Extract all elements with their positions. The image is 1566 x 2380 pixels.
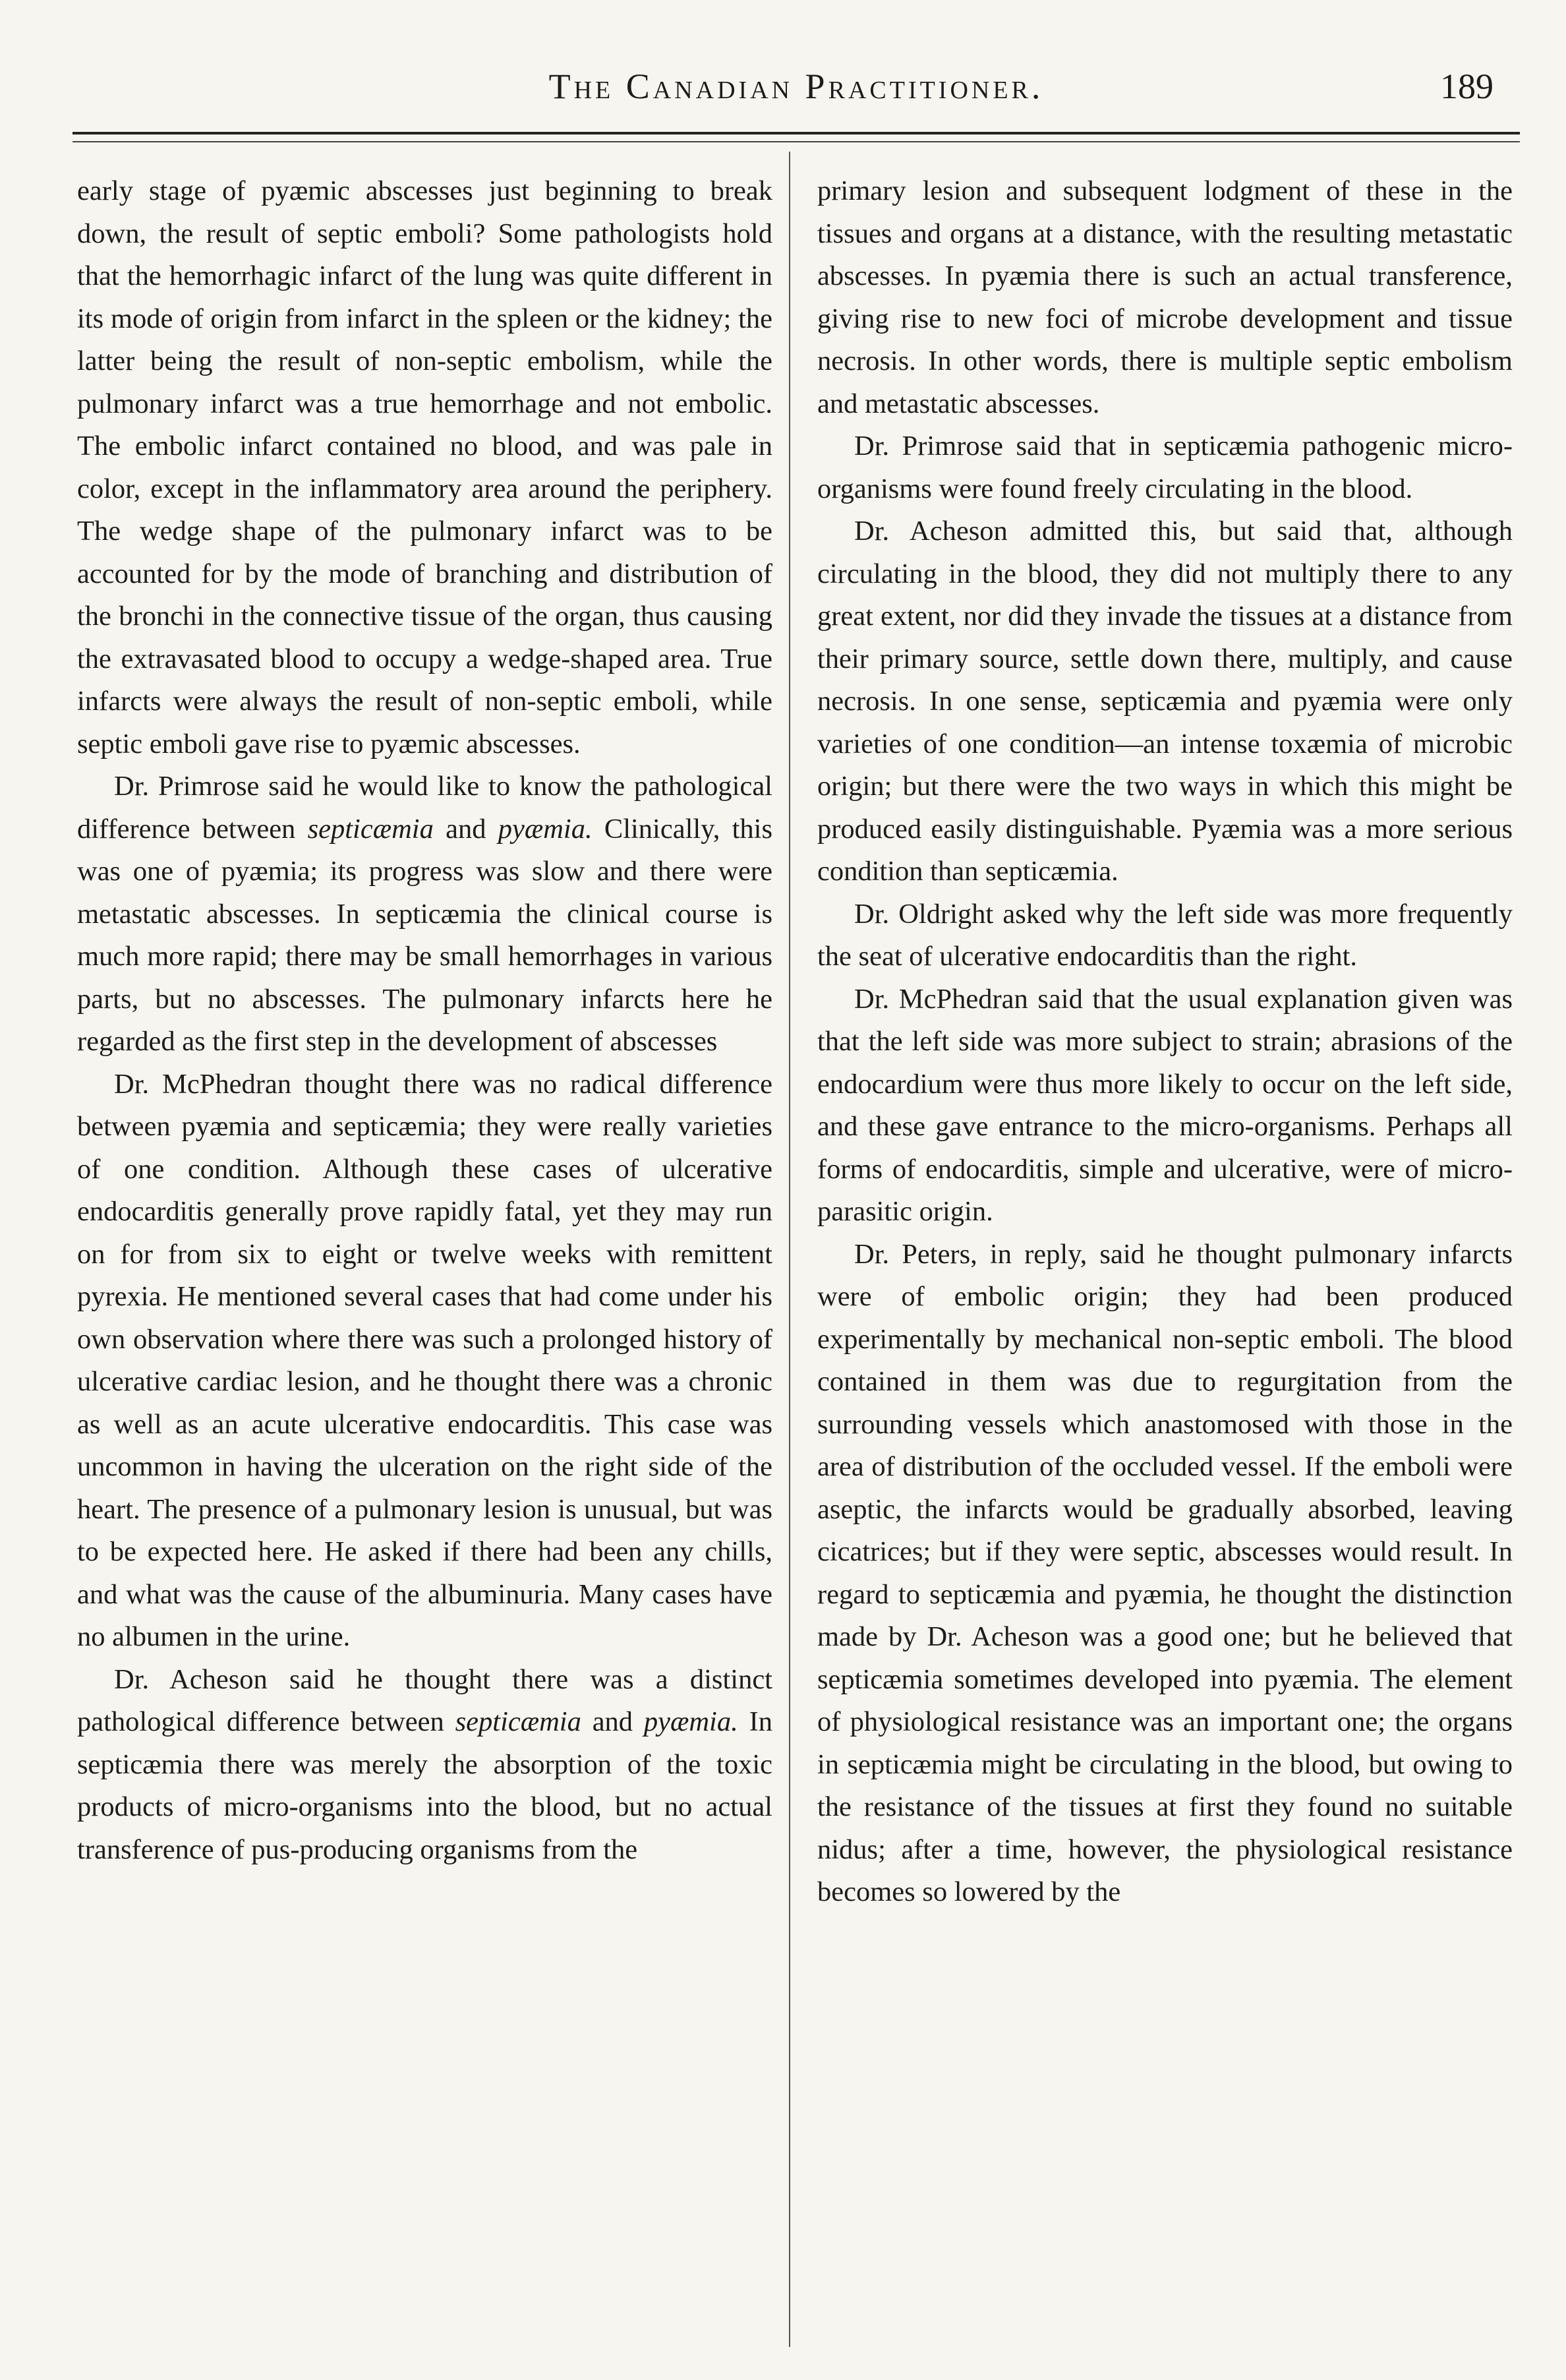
header-rule-thin: [72, 141, 1520, 142]
paragraph: Dr. Acheson admitted this, but said that, although circulating in the blood, they did not multiply there to any great extent, nor did they invade the tissues at a distance from their primary source, settle down there, multiply, and cause necrosis. In one sense, septicæmia and pyæmia were only varieties of one condition—an intense toxæmia of microbic origin; but there were the two ways in which this might be produced easily distinguishable. Pyæmia was a more serious condition than septicæmia.: [817, 516, 1513, 887]
running-title: The Canadian Practitioner.: [548, 67, 1044, 106]
paragraph: Dr. Primrose said that in septicæmia pathogenic micro-organisms were found freely circulating in the blood.: [817, 431, 1513, 504]
paragraph: Dr. McPhedran thought there was no radical difference between pyæmia and septicæmia; they were really varieties of one condition. Although these cases of ulcerative endocarditis generally prove rapidly fatal, yet they may run on for from six to eight or twelve weeks with remittent pyrexia. He mentioned several cases that had come under his own observation where there was such a prolonged history of ulcerative cardiac lesion, and he thought there was a chronic as well as an acute ulcerative endocarditis. This case was uncommon in having the ulceration on the right side of the heart. The presence of a pulmonary lesion is unusual, but was to be expected here. He asked if there had been any chills, and what was the cause of the albuminuria. Many cases have no albumen in the urine.: [77, 1068, 772, 1652]
text-run: and: [433, 813, 498, 845]
italic-term: pyæmia.: [643, 1706, 738, 1737]
paragraph: Dr. Oldright asked why the left side was more frequently the seat of ulcerative endocarditis than the right.: [817, 898, 1513, 972]
text-run: In septicæmia there was merely the absorption of the toxic products of micro-organisms into the blood, but no actual transference of pus-producing organisms from the: [77, 1706, 772, 1865]
page-number: 189: [1440, 67, 1494, 106]
paragraph: [77, 765, 772, 1063]
paragraph: Dr. Peters, in reply, said he thought pulmonary infarcts were of embolic origin; they had been produced experimentally by mechanical non-septic emboli. The blood contained in them was due to regurgitation from the surrounding vessels which anastomosed with those in the area of distribution of the occluded vessel. If the emboli were aseptic, the infarcts would be gradually absorbed, leaving cicatrices; but if they were septic, abscesses would result. In regard to septicæmia and pyæmia, he thought the distinction made by Dr. Acheson was a good one; but he believed that septicæmia sometimes developed into pyæmia. The element of physiological resistance was an important one; the organs in septicæmia might be circulating in the blood, but owing to the resistance of the tissues at first they found no suitable nidus; after a time, however, the physiological resistance becomes so lowered by the: [817, 1238, 1513, 1907]
left-column: [77, 170, 772, 1871]
text-run: and: [581, 1706, 644, 1737]
paragraph: early stage of pyæmic abscesses just beginning to break down, the result of septic emboli? Some pathologists hold that the hemorrhagic infarct of the lung was quite different in its mode of origin from infarct in the spleen or the kidney; the latter being the result of non-septic embolism, while the pulmonary infarct was a true hemorrhage and not embolic. The embolic infarct contained no blood, and was pale in color, except in the inflammatory area around the periphery. The wedge shape of the pulmonary infarct was to be accounted for by the mode of branching and distribution of the bronchi in the connective tissue of the organ, thus causing the extravasated blood to occupy a wedge-shaped area. True infarcts were always the result of non-septic emboli, while septic emboli gave rise to pyæmic abscesses.: [77, 175, 772, 759]
italic-term: septicæmia: [307, 813, 434, 845]
paragraph: [77, 1659, 772, 1872]
paragraph: primary lesion and subsequent lodgment of these in the tissues and organs at a distance, with the resulting metastatic abscesses. In pyæmia there is such an actual transference, giving rise to new foci of microbe development and tissue necrosis. In other words, there is multiple septic embolism and metastatic abscesses.: [817, 175, 1513, 419]
italic-term: septicæmia: [455, 1706, 581, 1737]
italic-term: pyæmia.: [498, 813, 593, 845]
column-divider: [789, 152, 790, 2347]
text-run: Dr. Acheson said he thought there was a distinct pathological difference between: [77, 1663, 772, 1737]
text-run: Dr. Primrose said he would like to know the pathological difference between: [77, 771, 772, 845]
right-column: [817, 170, 1513, 1914]
text-run: Clinically, this was one of pyæmia; its progress was slow and there were metastatic abscesses. In septicæmia the clinical course is much more rapid; there may be small hemorrhages in various parts, but no abscesses. The pulmonary infarcts here he regarded as the first step in the development of abscesses: [77, 813, 772, 1057]
page-header: [72, 66, 1520, 125]
paragraph: Dr. McPhedran said that the usual explanation given was that the left side was more subject to strain; abrasions of the endocardium were thus more likely to occur on the left side, and these gave entrance to the micro-organisms. Perhaps all forms of endocarditis, simple and ulcerative, were of micro-parasitic origin.: [817, 983, 1513, 1227]
header-rule-thick: [72, 132, 1520, 134]
